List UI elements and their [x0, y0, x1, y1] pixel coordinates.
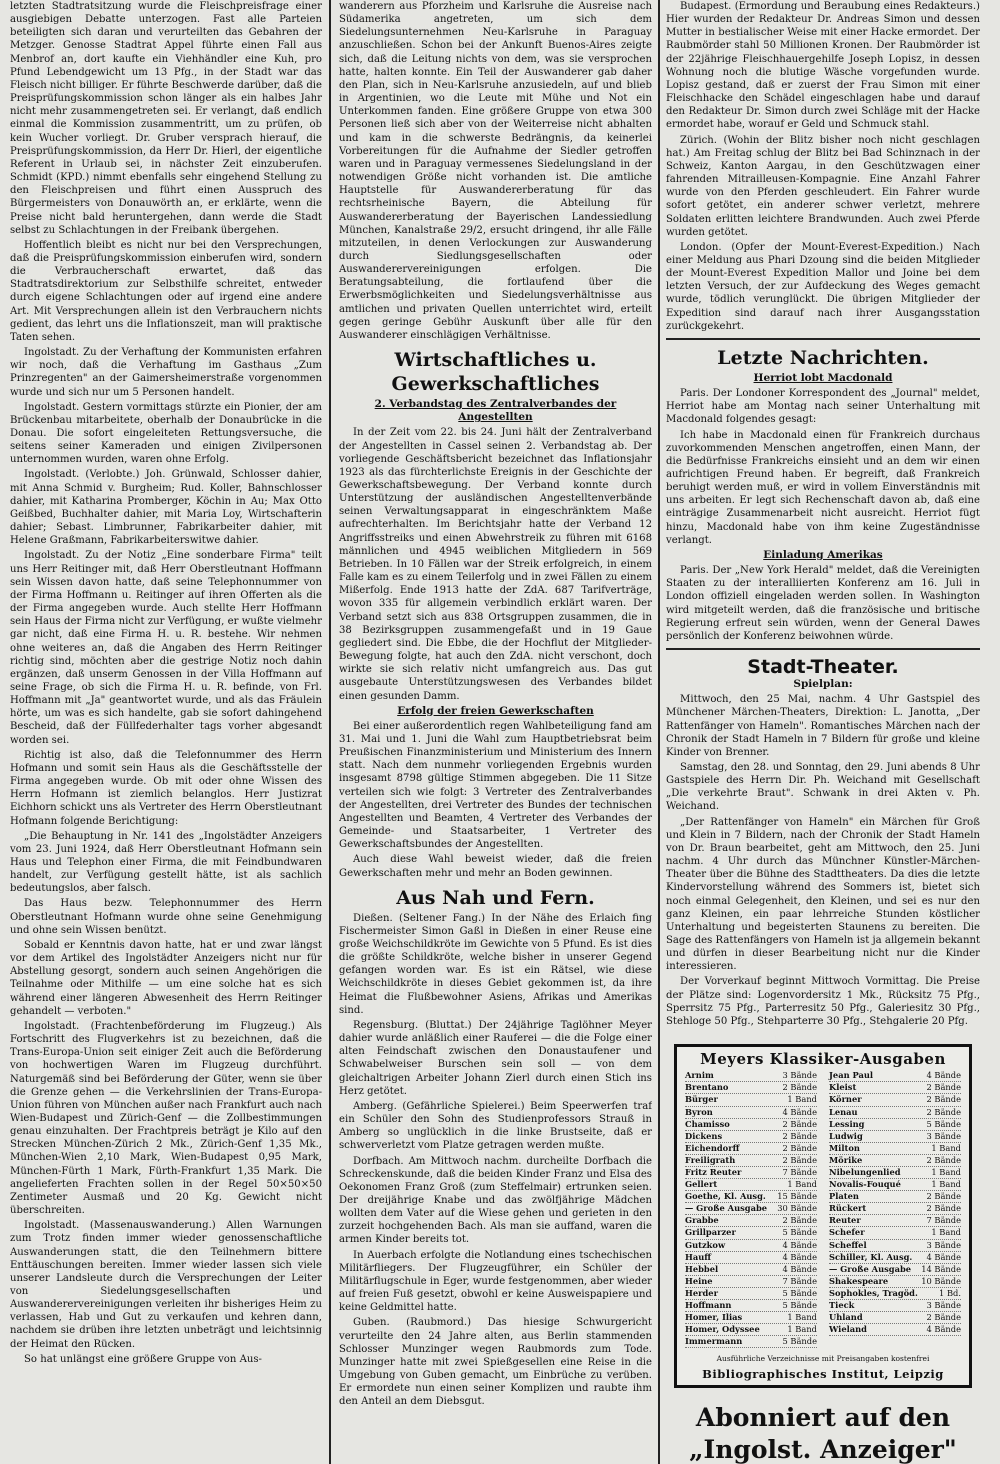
ad-volumes: 5 Bände	[782, 1300, 817, 1311]
ad-author: Goethe, Kl. Ausg.	[685, 1191, 766, 1202]
ad-list-item	[829, 1240, 961, 1252]
ad-list-item	[829, 1179, 961, 1191]
ad-list-item	[685, 1288, 817, 1300]
ad-author: Hauff	[685, 1251, 712, 1262]
ad-volumes: 3 Bände	[782, 1070, 817, 1081]
ad-author: — Große Ausgabe	[829, 1263, 912, 1274]
ad-list-item	[685, 1107, 817, 1119]
ad-list-item	[685, 1119, 817, 1131]
article-paragraph: Ich habe in Macdonald einen für Frankreich durchaus zuvorkommenden Menschen angetroffen, einen Mann, der die Bedürfnisse Frankreichs einsieht und an dem wir einen aufrichtigen Freund haben. Er begreift, daß Frankreich beruhigt werden muß, er wird in vollem Einverständnis mit uns arbeiten. Er legt sich Rechenschaft davon ab, daß eine einträgige Zusammenarbeit nicht ausreicht. Herriot fügt hinzu, Macdonald habe von ihm keine Zugeständnisse verlangt.	[666, 429, 980, 546]
article-subheading: Erfolg der freien Gewerkschaften	[397, 704, 594, 717]
ad-author: Gellert	[685, 1179, 718, 1190]
article-paragraph: letzten Stadtratsitzung wurde die Fleischpreisfrage einer ausgiebigen Debatte unterzogen. Fast alle Parteien beteiligten sich daran und verurteilten das Gebahren der Metzger. Genosse Stadtrat Appel führte einen Fall aus Menbrof an, dort kaufte ein Viehhändler eine Kuh, pro Pfund Lebendgewicht um 13 Pfg., in der Stadt war das Fleisch nicht billiger. Er führte Beschwerde darüber, daß die Preisprüfungskommission schon länger als ein halbes Jahr nicht mehr zusammengetreten sei. Er verlangt, daß endlich einmal die Kommission zusammentritt, um zu prüfen, ob kein Wucher vorliegt. Dr. Gruber versprach hierauf, die Preisprüfungskommission, da Herr Dr. Hierl, der eigentliche Referent in Urlaub sei, in nächster Zeit einzuberufen. Schmidt (KPD.) nimmt ebenfalls sehr eingehend Stellung zu den Fleischpreisen und führt einen Ausspruch des Bürgermeisters von Donauwörth an, er erklärte, wenn die Preise nicht bald heruntergehen, dann werde die Stadt selbst zu Schlachtungen in der Freibank übergehen.	[10, 1, 322, 236]
subscription-line: Abonniert auf den	[695, 1402, 951, 1432]
ad-list-item	[685, 1179, 817, 1191]
ad-author: Kleist	[829, 1082, 857, 1093]
ad-volumes: 1 Band	[787, 1312, 817, 1323]
ad-volumes: 4 Bände	[782, 1106, 817, 1117]
article-paragraph: Zürich. (Wohin der Blitz bisher noch nicht geschlagen hat.) Am Freitag schlug der Blitz bei Bad Schinznach in der Schweiz, Kanton Aargau, in den Geschützwagen einer fahrenden Mitrailleusen-Kompagnie. Eine Anzahl Fahrer wurde von den Pferden geschleudert. Ein Fahrer wurde sofort getötet, ein anderer schwer verletzt, mehrere Soldaten erlitten leichtere Brandwunden. Auch zwei Pferde wurden getötet.	[666, 134, 980, 238]
ad-list-item	[685, 1300, 817, 1312]
ad-author: Jean Paul	[829, 1070, 874, 1081]
article-subheading: 2. Verbandstag des Zentralverbandes der Angestellten	[374, 398, 617, 424]
ad-volumes: 15 Bände	[777, 1191, 817, 1202]
ad-list-item	[829, 1119, 961, 1131]
article-paragraph: „Die Behauptung in Nr. 141 des „Ingolstädter Anzeigers vom 23. Juni 1924, daß Herr Oberstleutnant Hofmann sein Haus und Telephon einer Firma, die mit Feindbundwaren handelt, zur Verfügung gestellt hätte, ist als sachlich bedeutungslos, aber falsch.	[10, 830, 322, 895]
ad-author: Bürger	[685, 1094, 718, 1105]
article-paragraph: Ingolstadt. (Frachtenbeförderung im Flugzeug.) Als Fortschritt des Flugverkehrs ist zu bezeichnen, daß die Trans-Europa-Union seit einiger Zeit auch die Beförderung von hochwertigen Waren im Flugzeug durchführt. Naturgemäß sind bei Beförderung der Güter, wenn sie über die Grenze gehen — die Verkehrslinien der Trans-Europa-Union führen von München außer nach Frankfurt auch nach Wien-Budapest und Zürich-Genf — die Zollbestimmungen genau einzuhalten. Der Frachtpreis beträgt je Kilo auf den Strecken München-Zürich 2 Mk., Zürich-Genf 1,35 Mk., München-Wien 2,10 Mark, Wien-Budapest 0,95 Mark, München-Fürth 1 Mark, Fürth-Frankfurt 1,35 Mark. Die angelieferten Frachten sollen in der Regel 50×50×50 Zentimeter Ausmaß und 20 Kg. Gewicht nicht überschreiten.	[10, 1020, 322, 1217]
ad-list-item	[829, 1094, 961, 1106]
ad-volumes: 3 Bände	[926, 1130, 961, 1141]
ad-author: Eichendorff	[685, 1142, 740, 1153]
ad-author: Schiller, Kl. Ausg.	[829, 1251, 913, 1262]
ad-author: Homer, Ilias	[685, 1312, 743, 1323]
article-paragraph: Bei einer außerordentlich regen Wahlbeteiligung fand am 31. Mai und 1. Juni die Wahl zum Hauptbetriebsrat beim Preußischen Finanzministerium und Ministerium des Innern statt. Nach dem nunmehr vorliegenden Ergebnis wurden insgesamt 8798 gültige Stimmen abgegeben. Die 11 Sitze verteilen sich wie folgt: 3 Vertreter des Zentralverbandes der Angestellten, drei Vertreter des Bundes der technischen Angestellten und Beamten, 4 Vertreter des Verbandes der Gemeinde- und Staatsarbeiter, 1 Vertreter des Gewerkschaftsbundes der Angestellten.	[339, 720, 652, 851]
ad-volumes: 4 Bände	[926, 1251, 961, 1262]
ad-volumes: 10 Bände	[921, 1275, 961, 1286]
divider	[666, 648, 980, 650]
article-paragraph: Regensburg. (Bluttat.) Der 24jährige Taglöhner Meyer dahier wurde anläßlich einer Rauferei — die die Folge einer alten Feindschaft zwischen den Donaustaufener und Schwabelweiser Burschen sein soll — von dem gleichaltrigen Arbeiter Johann Zierl durch einen Stich ins Herz getötet.	[339, 1019, 652, 1097]
ad-volumes: 2 Bände	[782, 1154, 817, 1165]
ad-list-item	[829, 1215, 961, 1227]
ad-author: Mörike	[829, 1154, 863, 1165]
ad-author: Lenau	[829, 1106, 858, 1117]
ad-list-item	[685, 1227, 817, 1239]
ad-volumes: 4 Bände	[926, 1324, 961, 1335]
ad-list-item	[685, 1312, 817, 1324]
column-rule	[329, 0, 331, 1464]
ad-list-item	[829, 1191, 961, 1203]
subscription-banner	[666, 1402, 980, 1464]
ad-list-item	[829, 1288, 961, 1300]
article-paragraph: London. (Opfer der Mount-Everest-Expedition.) Nach einer Meldung aus Phari Dzoung sind die beiden Mitglieder der Mount-Everest Expedition Mallor und Joine bei dem letzten Versuch, der zur Aufdeckung des Weges gemacht wurde, tödlich verunglückt. Die übrigen Mitglieder der Expedition sind darauf nach ihrer Ausgangsstation zurückgekehrt.	[666, 241, 980, 332]
ad-volumes: 1 Bd.	[939, 1287, 961, 1298]
ad-author: Freiligrath	[685, 1154, 736, 1165]
ad-list-item	[685, 1143, 817, 1155]
column-left	[10, 0, 322, 1464]
ad-author: Arnim	[685, 1070, 714, 1081]
article-paragraph: Budapest. (Ermordung und Beraubung eines Redakteurs.) Hier wurden der Redakteur Dr. Andreas Simon und dessen Mutter in bestialischer Weise mit einer Hacke ermordet. Der Raubmörder stahl 50 Millionen Kronen. Der Raubmörder ist der 22jährige Fleischhauergehilfe Joseph Lopisz, in dessen Wohnung noch die blutige Wäsche vorgefunden wurde. Lopisz gestand, daß er zuerst der Frau Simon mit einer Fleischhacke den Schädel eingeschlagen habe und darauf den Redakteur Dr. Simon durch zwei Schläge mit der Hacke ermordet habe, worauf er Geld und Schmuck stahl.	[666, 1, 980, 131]
article-paragraph: Paris. Der Londoner Korrespondent des „Journal" meldet, Herriot habe am Montag nach seiner Unterhaltung mit Macdonald folgendes gesagt:	[666, 388, 980, 426]
ad-volumes: 2 Bände	[782, 1142, 817, 1153]
ad-list-item	[829, 1264, 961, 1276]
ad-list-item	[685, 1252, 817, 1264]
ad-list-item	[829, 1276, 961, 1288]
ad-author: Homer, Odyssee	[685, 1324, 760, 1335]
ad-list-item	[829, 1312, 961, 1324]
ad-list-item	[685, 1167, 817, 1179]
ad-author: Brentano	[685, 1082, 729, 1093]
section-heading-latest: Letzte Nachrichten.	[717, 346, 929, 369]
ad-author: — Große Ausgabe	[685, 1203, 768, 1214]
ad-author: Uhland	[829, 1312, 863, 1323]
theater-subheading: Spielplan:	[793, 678, 853, 691]
emigration-article	[339, 0, 652, 342]
advertisement-box	[674, 1044, 972, 1388]
article-paragraph: Mittwoch, den 25 Mai, nachm. 4 Uhr Gastspiel des Münchener Märchen-Theaters, Direktion: L. Janotta, „Der Rattenfänger von Hameln". Romantisches Märchen nach der Chronik der Stadt Hameln in 7 Bildern für große und kleine Kinder von Brenner.	[666, 694, 980, 758]
ad-volumes: 1 Band	[931, 1227, 961, 1238]
ad-volumes: 1 Band	[931, 1142, 961, 1153]
ad-list-item	[685, 1264, 817, 1276]
regional-news	[339, 912, 652, 1409]
ad-volumes: 5 Bände	[782, 1227, 817, 1238]
ad-volumes: 2 Bände	[926, 1203, 961, 1214]
ad-author: Reuter	[829, 1215, 861, 1226]
ad-volumes: 4 Bände	[926, 1070, 961, 1081]
ad-author: Hebbel	[685, 1263, 719, 1274]
ad-author: Milton	[829, 1142, 860, 1153]
ad-list-item	[829, 1131, 961, 1143]
ad-list-item	[829, 1155, 961, 1167]
ad-volumes: 2 Bände	[782, 1118, 817, 1129]
ad-list-item	[685, 1215, 817, 1227]
ad-list-item	[685, 1336, 817, 1348]
ad-volumes: 3 Bände	[926, 1300, 961, 1311]
ad-volumes: 2 Bände	[926, 1154, 961, 1165]
article-paragraph: Dießen. (Seltener Fang.) In der Nähe des Erlaich fing Fischermeister Simon Gaßl in Dießen in einer Reuse eine große Weichschildkröte im Gewichte von 5 Pfund. Es ist dies die größte Schildkröte, welche bisher in unserer Gegend gefangen worden war. Es ist ein Rätsel, wie diese Weichschildkröte in dieses Gebiet gekommen ist, da ihre Heimat die Flußbewohner Asiens, Afrikas und Amerikas sind.	[339, 912, 652, 1016]
ad-list-item	[829, 1082, 961, 1094]
article-paragraph: Paris. Der „New York Herald" meldet, daß die Vereinigten Staaten zu der interalliierten Konferenz am 16. Juli in London offiziell eingeladen werden sollen. In Washington wird mitgeteilt werden, daß die französische und britische Regierung erfreut sein würden, wenn der General Dawes persönlich der Konferenz beiwohnen würde.	[666, 565, 980, 642]
column-right	[666, 0, 980, 1464]
article-paragraph: Ingolstadt. Zu der Notiz „Eine sonderbare Firma" teilt uns Herr Reitinger mit, daß Herr Oberstleutnant Hoffmann sein Wissen davon hatte, daß seine Telephonnummer von der Firma Hoffmann u. Reitinger auf ihren Offerten als die der Firma angegeben wurde. Auch stellte Herr Hoffmann sein Haus der Firma nicht zur Verfügung, er wußte vielmehr gar nicht, daß eine Firma H. u. R. bestehe. Wir nehmen ohne weiteres an, daß die Angaben des Herrn Reitinger richtig sind, möchten aber die gestrige Notiz noch dahin ergänzen, daß unserm Genossen in der Villa Hoffmann auf seine Frage, ob sich die Firma H. u. R. befinde, von Frl. Hoffmann mit „Ja" geantwortet wurde, und als das Fräulein hörte, um was es sich handelte, gab sie sofort dahingehend Bescheid, daß der Füllfederhalter tags vorher abgesandt worden sei.	[10, 550, 322, 746]
ad-author: Fritz Reuter	[685, 1167, 742, 1177]
article-paragraph: Ingolstadt. (Massenauswanderung.) Allen Warnungen zum Trotz finden immer wieder genossenschaftliche Auswanderungen statt, die den Teilnehmern bittere Enttäuschungen bereiten. Immer wieder lassen sich viele unserer Landsleute durch die Versprechungen der Leiter von Siedelungsgesellschaften und Auswanderervereinigungen verleiten ihr bisheriges Heim zu verlassen, Hab und Gut zu verkaufen und kehren dann, nachdem sie drüben ihre letzten unbeträgt und leichtsinnig der Heimat den Rücken.	[10, 1220, 322, 1350]
ad-list-item	[829, 1324, 961, 1336]
ad-author: Tieck	[829, 1300, 855, 1311]
ad-list-item	[829, 1107, 961, 1119]
ad-list-item	[685, 1191, 817, 1203]
ad-volumes: 7 Bände	[782, 1167, 817, 1177]
ad-author: Byron	[685, 1106, 713, 1117]
ad-volumes: 2 Bände	[782, 1215, 817, 1226]
foreign-news	[666, 0, 980, 333]
article-paragraph: Ingolstadt. Zu der Verhaftung der Kommunisten erfahren wir noch, daß die Verhaftung im Gasthaus „Zum Prinzregenten" an der Gaimersheimerstraße vorgenommen wurde und sich nur um 5 Personen handelt.	[10, 347, 322, 398]
ad-author: Chamisso	[685, 1118, 730, 1129]
divider	[666, 338, 980, 340]
article-paragraph: wanderern aus Pforzheim und Karlsruhe die Ausreise nach Südamerika angetreten, um sich dem Siedelungsunternehmen Neu-Karlsruhe in Paraguay anzuschließen. Schon bei der Ankunft Buenos-Aires zeigte sich, daß die Leitung nichts von dem, was sie versprochen hatte, halten konnte. Ein Teil der Auswanderer gab daher den Plan, sich in Neu-Karlsruhe anzusiedeln, auf und blieb in Argentinien, wo die Leute mit Mühe und Not ein Unterkommen fanden. Eine größere Gruppe von etwa 300 Personen ließ sich aber von der Weiterreise nicht abhalten und kam in die schwerste Bedrängnis, da keinerlei Vorbereitungen für die Aufnahme der Siedler getroffen waren und in Paraguay vermessenes Siedelungsland in der notwendigen Größe nicht vorhanden ist. Die amtliche Hauptstelle für Auswandererberatung für das rechtsrheinische Bayern, die Abteilung für Auswandererberatung der Bayerischen Landessiedlung München, Kanalstraße 29/2, ersucht dringend, ihr alle Fälle mitzuteilen, in denen Verlockungen zur Auswanderung durch Siedlungsgesellschaften oder Auswanderervereinigungen erfolgen. Die Beratungsabteilung, die fortlaufend über die Erwerbsmöglichkeiten und Siedelungsverhältnisse aus amtlichen und privaten Quellen unterrichtet wird, erteilt gegen geringe Gebühr Auskunft über alle für den Auswanderer einschlägigen Verhältnisse.	[339, 1, 652, 341]
ad-author: Ludwig	[829, 1130, 863, 1141]
ad-list-item	[685, 1240, 817, 1252]
ad-volumes: 7 Bände	[926, 1215, 961, 1226]
ad-author: Wieland	[829, 1324, 867, 1335]
article-paragraph: In der Zeit vom 22. bis 24. Juni hält der Zentralverband der Angestellten in Cassel seinen 2. Verbandstag ab. Der vorliegende Geschäftsbericht bezeichnet das Inflationsjahr 1923 als das fürchterlichste Ereignis in der Geschichte der Gewerkschaftsbewegung. Der Verband konnte durch Unterstützung der ausländischen Angestelltenverbände seinen Verwaltungsapparat in eingeschränktem Maße aufrechterhalten. Im Berichtsjahr hatte der Verband 12 Angriffsstreiks und einen Abwehrstreik zu führen mit 6168 männlichen und 4945 weiblichen Mitgliedern in 569 Betrieben. In 10 Fällen war der Streik erfolgreich, in einem Falle kam es zu einem Teilerfolg und in zwei Fällen zu einem Mißerfolg. Ende 1913 hatte der ZdA. 687 Tarifverträge, wovon 335 für allgemein verbindlich erklärt waren. Der Verband setzt sich aus 838 Ortsgruppen zusammen, die in 38 Bezirksgruppen zusammengefaßt und in 19 Gaue gegliedert sind. Die Ebbe, die der Hochflut der Mitglieder-Bewegung folgte, hat auch den ZdA. nicht verschont, doch wirkte sie sich relativ nicht umfangreich aus. Das gut ausgebaute Unterstützungswesen des Verbandes bildet einen gesunden Damm.	[339, 427, 652, 702]
ad-list-item	[829, 1227, 961, 1239]
article-paragraph: Richtig ist also, daß die Telefonnummer des Herrn Hofmann und somit sein Haus als die Geschäftsstelle der Firma angegeben wurde. Ob mit oder ohne Wissen des Herrn Hofmann ist ziemlich belanglos. Herr Justizrat Eichhorn schickt uns als Vertreter des Herrn Oberstleutnant Hofmann folgende Berichtigung:	[10, 749, 322, 827]
article-paragraph: Dorfbach. Am Mittwoch nachm. durcheilte Dorfbach die Schreckenskunde, daß die beiden Kinder Franz und Elsa des Oekonomen Franz Groß (zum Steffelmair) ertrunken seien. Der dreijährige Knabe und das zwölfjährige Mädchen wollten dem Vater auf die Wiese gehen und gerieten in den zurzeit hochgehenden Bach. Als man sie auffand, waren die armen Kinder bereits tot.	[339, 1155, 652, 1246]
ad-volumes: 2 Bände	[926, 1082, 961, 1093]
ad-volumes: 30 Bände	[777, 1203, 817, 1214]
ad-list	[685, 1070, 961, 1348]
ad-volumes: 1 Band	[931, 1167, 961, 1177]
ad-author: Nibelungenlied	[829, 1167, 901, 1177]
article-paragraph: Der Vorverkauf beginnt Mittwoch Vormittag. Die Preise der Plätze sind: Logenvordersitz 1 Mk., Rücksitz 75 Pfg., Sperrsitz 75 Pfg., Parterresitz 50 Pfg., Galeriesitz 30 Pfg., Stehloge 50 Pfg., Stehparterre 30 Pfg., Stehgalerie 20 Pfg.	[666, 976, 980, 1027]
column-middle	[339, 0, 652, 1464]
ad-list-item	[685, 1324, 817, 1336]
ad-author: Schefer	[829, 1227, 865, 1238]
ad-author: Grabbe	[685, 1215, 719, 1226]
article-paragraph: „Der Rattenfänger von Hameln" ein Märchen für Groß und Klein in 7 Bildern, nach der Chronik der Stadt Hameln von Dr. Braun bearbeitet, geht am Mittwoch, den 25. Juni nachm. 4 Uhr durch das Münchner Künstler-Märchen-Theater über die Bühne des Stadttheaters. Da dies die letzte Kindervorstellung während des Sommers ist, bietet sich noch einmal Gelegenheit, den Kleinen, und sei es nur den ganz Kleinen, ein paar lehrreiche Stunden köstlicher Unterhaltung und begeisterten Staunens zu bereiten. Die Sage des Rattenfängers von Hameln ist ja allgemein bekannt und dürfen in dieser Bearbeitung nicht nur die Kinder interessieren.	[666, 816, 980, 973]
ad-author: Gutzkow	[685, 1239, 726, 1250]
ad-list-item	[685, 1276, 817, 1288]
ad-list-left	[685, 1070, 817, 1348]
article-subheading: Herriot lobt Macdonald	[753, 371, 893, 384]
ad-author: Lessing	[829, 1118, 865, 1129]
ad-list-item	[829, 1167, 961, 1179]
ad-author: Körner	[829, 1094, 862, 1105]
ad-volumes: 2 Bände	[926, 1312, 961, 1323]
article-paragraph: Das Haus bezw. Telephonnummer des Herrn Oberstleutnant Hofmann wurde ohne seine Genehmigung und ohne sein Wissen benützt.	[10, 898, 322, 936]
article-paragraph: Hoffentlich bleibt es nicht nur bei den Versprechungen, daß die Preisprüfungskommission einberufen wird, sondern die Verbraucherschaft erwartet, daß das Stadtratsdirektorium zur Selbsthilfe schreitet, entweder durch eigene Schlachtungen oder auf irgend eine andere Art. Mit Versprechungen allein ist den Verbrauchern nichts gedient, das lehrt uns die Inflationszeit, man will praktische Taten sehen.	[10, 239, 322, 343]
ad-author: Novalis-Fouqué	[829, 1179, 901, 1190]
column-rule	[658, 0, 660, 1464]
ad-list-item	[829, 1070, 961, 1082]
ad-list-item	[685, 1203, 817, 1215]
ad-publisher: Bibliographisches Institut, Leipzig	[702, 1366, 944, 1381]
section-heading-economy: Wirtschaftliches u. Gewerkschaftliches	[391, 349, 600, 396]
ad-volumes: 4 Bände	[782, 1251, 817, 1262]
article-subheading: Einladung Amerikas	[763, 548, 883, 561]
ad-list-item	[829, 1252, 961, 1264]
ad-volumes: 2 Bände	[782, 1082, 817, 1093]
subscription-line: „Ingolst. Anzeiger"	[689, 1434, 957, 1464]
ad-volumes: 5 Bände	[926, 1118, 961, 1129]
ad-volumes: 5 Bände	[782, 1287, 817, 1298]
article-paragraph: Auch diese Wahl beweist wieder, daß die freien Gewerkschaften mehr und mehr an Boden gewinnen.	[339, 854, 652, 879]
article-paragraph: In Auerbach erfolgte die Notlandung eines tschechischen Militärfliegers. Der Flugzeugführer, ein Schüler der Militärflugschule in Eger, wurde festgenommen, aber wieder auf freien Fuß gesetzt, obwohl er keine Ausweispapiere und keine Geldmittel hatte.	[339, 1249, 652, 1314]
ad-author: Immermann	[685, 1336, 743, 1347]
ad-list-item	[685, 1094, 817, 1106]
ad-author: Rückert	[829, 1203, 867, 1214]
ad-author: Shakespeare	[829, 1275, 889, 1286]
ad-author: Platen	[829, 1191, 859, 1202]
article-paragraph: So hat unlängst eine größere Gruppe von Aus-	[24, 1353, 262, 1365]
ad-volumes: 2 Bände	[926, 1191, 961, 1202]
ad-volumes: 4 Bände	[782, 1263, 817, 1274]
ad-note: Ausführliche Verzeichnisse mit Preisangaben kostenfrei	[716, 1354, 930, 1364]
article-paragraph: Ingolstadt. Gestern vormittags stürzte ein Pionier, der am Brückenbau mitarbeitete, oberhalb der Donaubrücke in die Donau. Die sofort eingeleiteten Rettungsversuche, die seitens seiner Kameraden und einigen Zivilpersonen unternommen wurden, waren ohne Erfolg.	[10, 401, 322, 466]
ad-list-item	[685, 1070, 817, 1082]
ad-list-item	[685, 1155, 817, 1167]
article-paragraph: Ingolstadt. (Verlobte.) Joh. Grünwald, Schlosser dahier, mit Anna Schmid v. Burgheim; Rud. Koller, Bahnschlosser dahier, mit Katharina Promberger, Köchin in Au; Max Otto Geißbed, Buchhalter dahier, mit Maria Loy, Wirtschafterin dahier; Sebast. Limbrunner, Fabrikarbeiter dahier, mit Helene Graßmann, Fabrikarbeiterswitwe dahier.	[10, 469, 322, 547]
ad-list-item	[685, 1082, 817, 1094]
ad-volumes: 5 Bände	[782, 1336, 817, 1347]
ad-volumes: 2 Bände	[926, 1094, 961, 1105]
ad-list-item	[829, 1300, 961, 1312]
ad-author: Heine	[685, 1275, 713, 1286]
ad-author: Hoffmann	[685, 1300, 732, 1311]
theater-program	[666, 693, 980, 1028]
article-paragraph: Samstag, den 28. und Sonntag, den 29. Juni abends 8 Uhr Gastspiele des Herrn Dir. Ph. Weichand mit Gesellschaft „Die verkehrte Braut". Schwank in drei Akten v. Ph. Weichand.	[666, 761, 980, 813]
article-paragraph: Guben. (Raubmord.) Das hiesige Schwurgericht verurteilte den 24 Jahre alten, aus Berlin stammenden Schlosser Munzinger wegen Raubmords zum Tode. Munzinger hatte mit zwei Spießgesellen eine Reise in die Umgebung von Guben gemacht, um Einbrüche zu verüben. Er ermordete nun einen seiner Komplizen und raubte ihm den Anteil an dem Diebsgut.	[339, 1317, 652, 1408]
ad-volumes: 2 Bände	[782, 1130, 817, 1141]
ad-author: Herder	[685, 1287, 718, 1298]
section-heading-regional: Aus Nah und Fern.	[396, 886, 595, 909]
union-article	[339, 720, 652, 880]
latest-news-article	[666, 564, 980, 643]
ad-volumes: 14 Bände	[921, 1263, 961, 1274]
ad-author: Sophokles, Tragöd.	[829, 1287, 918, 1298]
ad-title: Meyers Klassiker-Ausgaben	[700, 1050, 946, 1069]
theater-heading: Stadt-Theater.	[747, 656, 899, 679]
ad-volumes: 2 Bände	[926, 1106, 961, 1117]
article-paragraph: Amberg. (Gefährliche Spielerei.) Beim Speerwerfen traf ein Schüler den Sohn des Studienprofessors Strauß in Amberg so unglücklich in die linke Brustseite, daß er schwerverletzt vom Platze getragen werden mußte.	[339, 1100, 652, 1152]
ad-volumes: 1 Band	[787, 1179, 817, 1190]
union-article	[339, 426, 652, 702]
ad-list-item	[829, 1203, 961, 1215]
ad-volumes: 4 Bände	[782, 1239, 817, 1250]
ad-list-item	[829, 1143, 961, 1155]
ad-author: Scheffel	[829, 1239, 867, 1250]
ad-list-item	[685, 1131, 817, 1143]
ad-author: Grillparzer	[685, 1227, 736, 1238]
ad-volumes: 1 Band	[787, 1324, 817, 1335]
ad-volumes: 1 Band	[931, 1179, 961, 1190]
article-paragraph: Sobald er Kenntnis davon hatte, hat er und zwar längst vor dem Artikel des Ingolstädter Anzeigers nicht nur für Abstellung gesorgt, sondern auch seinen Angehörigen die Teilnahme oder Mithilfe — um eine solche hat es sich während einer längeren Abwesenheit des Herrn Reitinger gehandelt — verboten."	[10, 939, 322, 1017]
ad-list-right	[829, 1070, 961, 1348]
ad-author: Dickens	[685, 1130, 723, 1141]
ad-volumes: 7 Bände	[782, 1275, 817, 1286]
ad-volumes: 3 Bände	[926, 1239, 961, 1250]
latest-news-article	[666, 387, 980, 547]
ad-volumes: 1 Band	[787, 1094, 817, 1105]
